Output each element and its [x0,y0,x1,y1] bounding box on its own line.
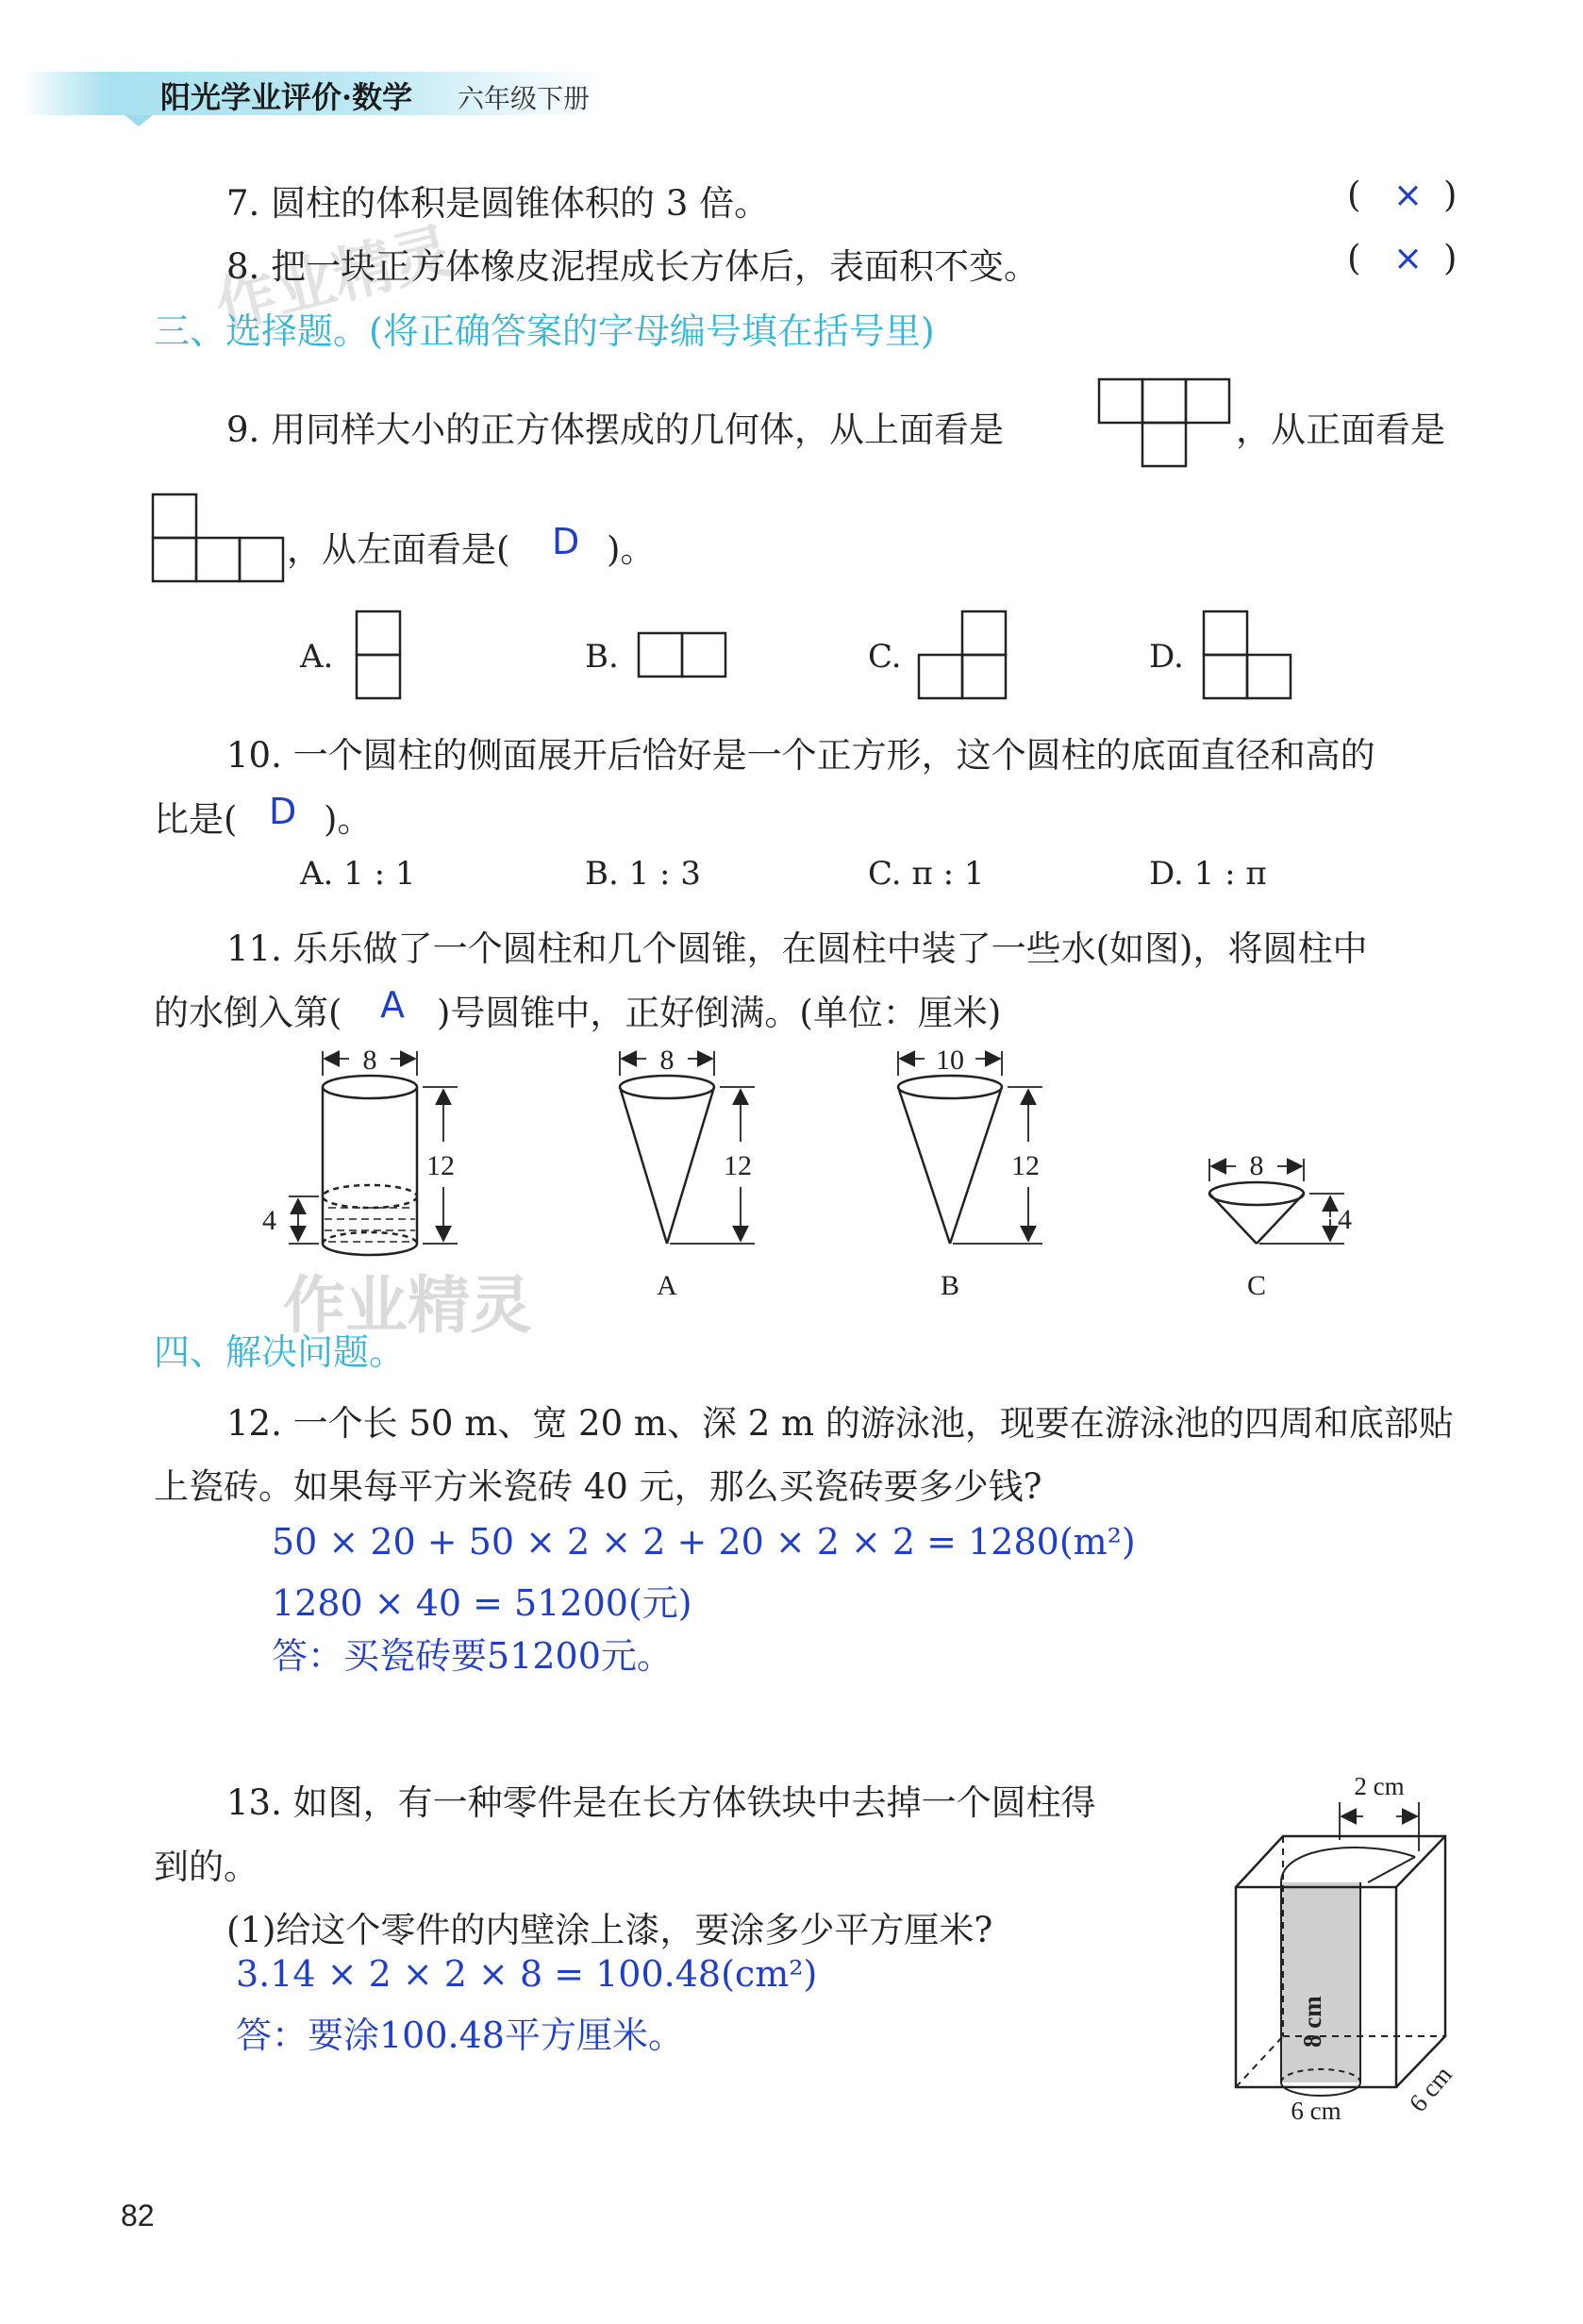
q10-option-b: B. 1 : 3 [585,855,701,893]
q13-width-dim: 6 cm [1291,2097,1341,2123]
q7-mark: × [1393,175,1424,215]
q13-hole-shade [1281,1882,1360,2082]
q9-option-c-figure [917,610,1009,702]
q11-c-label: C [1246,1270,1267,1301]
q11-cyl-diameter: 8 [362,1045,377,1076]
q9-part4: )。 [607,529,656,570]
section4-title: 四、解决问题。 [154,1331,406,1373]
q9-option-d-label: D. [1149,638,1184,676]
q9-option-a-label: A. [300,638,334,676]
q13-figure [1217,1764,1491,2123]
q13-depth-dim: 6 cm [1403,2060,1458,2117]
q9-option-b-label: B. [585,638,619,676]
q9-front-view [151,493,288,584]
q8-paren-open: ( [1347,238,1361,278]
header-series: 阳光学业评价·数学 [160,79,413,115]
q9-option-d-figure [1202,610,1294,702]
q7-paren-open: ( [1347,175,1361,215]
q9-answer: D [552,521,580,562]
q13-line1: 13. 如图，有一种零件是在长方体铁块中去掉一个圆柱得 [226,1782,1096,1823]
q11-c-diameter: 8 [1249,1150,1264,1181]
q9-part2: ，从正面看是 [1236,410,1445,450]
watermark-1: 作业精灵 [208,214,460,343]
q8-paren-close: ) [1443,238,1458,278]
q13-top-dim: 2 cm [1354,1772,1405,1800]
q8-mark: × [1393,238,1424,278]
watermark-2: 作业精灵 [283,1268,532,1342]
section3-title: 三、选择题。(将正确答案的字母编号填在括号里) [154,310,935,352]
q12-line1: 12. 一个长 50 m、宽 20 m、深 2 m 的游泳池，现要在游泳池的四周和底部贴 [226,1403,1454,1444]
q11-b-label: B [940,1270,960,1301]
q10-option-d: D. 1 : π [1149,855,1267,893]
q13-line2: 到的。 [154,1847,258,1887]
q11-b-height: 12 [1011,1150,1040,1181]
q13-answer: 答：要涂100.48平方厘米。 [236,2015,684,2056]
q11-line2a: 的水倒入第( [154,993,342,1033]
q11-cyl-height: 12 [426,1150,455,1181]
q10-line1: 10. 一个圆柱的侧面展开后恰好是一个正方形，这个圆柱的底面直径和高的 [226,735,1375,776]
q11-a-diameter: 8 [659,1045,675,1076]
q7-text: 7. 圆柱的体积是圆锥体积的 3 倍。 [226,183,770,224]
q11-cone-a [620,1051,755,1244]
q11-a-height: 12 [724,1150,752,1181]
q11-figures [245,1038,1377,1321]
q9-part1: 9. 用同样大小的正方体摆成的几何体，从上面看是 [226,410,1005,450]
q11-water-height: 4 [262,1205,276,1236]
q11-cone-c [1209,1159,1344,1244]
q10-answer: D [269,791,297,832]
q11-line1: 11. 乐乐做了一个圆柱和几个圆锥，在圆柱中装了一些水(如图)，将圆柱中 [226,928,1368,969]
q10-option-c: C. π : 1 [868,855,985,893]
q10-line2a: 比是( [154,799,238,840]
q10-line2b: )。 [324,799,373,840]
q12-work2: 1280 × 40 = 51200(元) [272,1582,692,1624]
q9-top-view [1097,377,1234,469]
page-number: 82 [121,2199,155,2232]
q11-answer: A [380,984,405,1026]
q9-part3: ，从左面看是( [287,529,510,570]
q11-cone-b [898,1051,1042,1244]
header-grade: 六年级下册 [458,83,591,114]
q7-paren-close: ) [1443,175,1458,215]
q13-work1: 3.14 × 2 × 2 × 8 = 100.48(cm²) [236,1953,818,1995]
q11-line2b: )号圆锥中，正好倒满。(单位：厘米) [437,993,1002,1033]
q11-a-label: A [657,1270,677,1301]
q11-c-height: 4 [1338,1204,1352,1235]
q8-text: 8. 把一块正方体橡皮泥捏成长方体后，表面积不变。 [226,246,1040,287]
q9-option-c-label: C. [868,638,902,676]
q13-height-dim: 8 cm [1298,1996,1326,2048]
q9-option-a-figure [355,610,404,702]
q12-work1: 50 × 20 + 50 × 2 × 2 + 20 × 2 × 2 = 1280(m²) [272,1521,1136,1563]
q12-answer: 答：买瓷砖要51200元。 [272,1635,673,1677]
q9-option-b-figure [637,631,729,680]
q13-sub1: (1)给这个零件的内壁涂上漆，要涂多少平方厘米? [226,1910,993,1950]
q10-option-a: A. 1 : 1 [300,855,416,893]
q11-b-diameter: 10 [936,1045,964,1076]
q12-line2: 上瓷砖。如果每平方米瓷砖 40 元，那么买瓷砖要多少钱? [154,1466,1042,1507]
